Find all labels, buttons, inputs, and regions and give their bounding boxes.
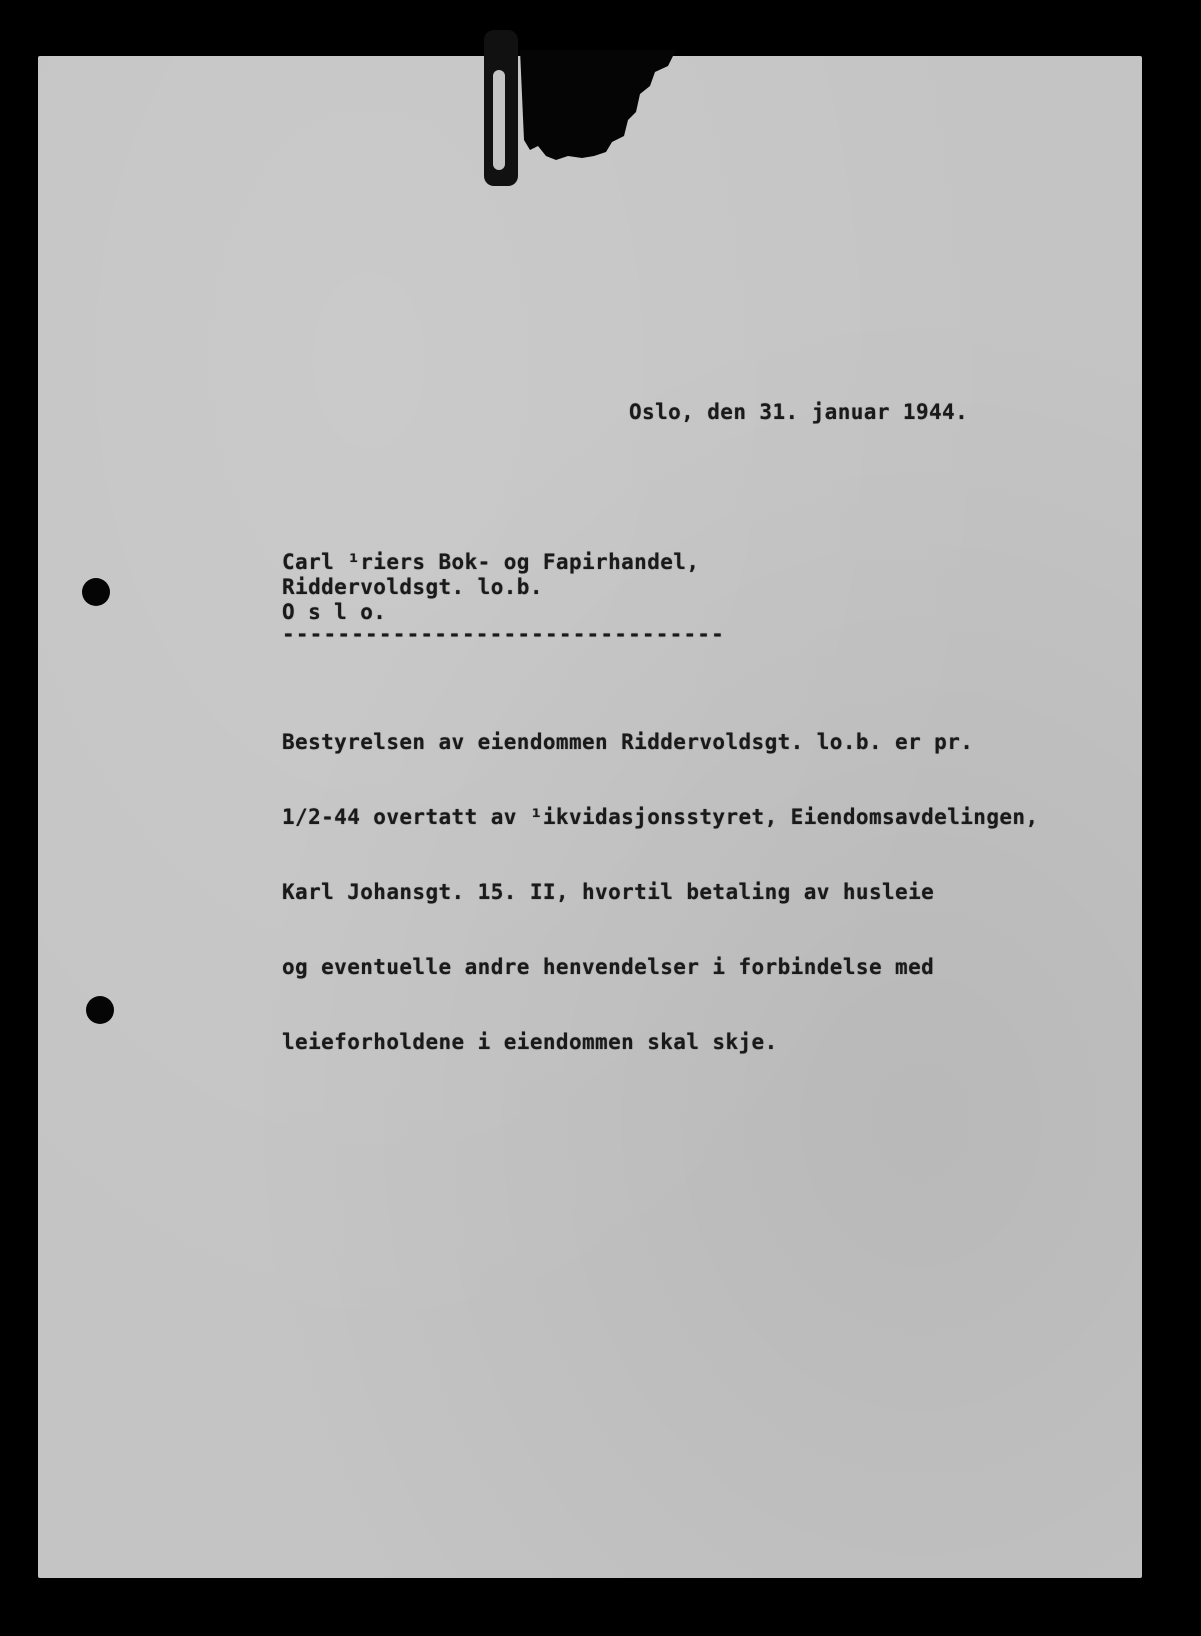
recipient-street: Riddervoldsgt. lo.b. [282, 575, 543, 599]
letter-body [282, 680, 1039, 1080]
body-line: og eventuelle andre henvendelser i forbindelse med [282, 955, 935, 979]
body-line: leieforholdene i eiendommen skal skje. [282, 1030, 778, 1054]
letter-date: Oslo, den 31. januar 1944. [629, 400, 969, 424]
body-line: Karl Johansgt. 15. II, hvortil betaling av husleie [282, 880, 935, 904]
punch-hole-top [82, 578, 110, 606]
body-line: Bestyrelsen av eiendommen Riddervoldsgt. lo.b. er pr. [282, 730, 974, 754]
address-underline: -------------------------------- [282, 622, 725, 646]
punch-hole-bottom [86, 996, 114, 1024]
recipient-name: Carl ¹riers Bok- og Fapirhandel, [282, 550, 700, 574]
clip-mark [484, 30, 518, 186]
body-line: 1/2-44 overtatt av ¹ikvidasjonsstyret, Eiendomsavdelingen, [282, 805, 1039, 829]
recipient-city: O s l o. [282, 600, 387, 624]
